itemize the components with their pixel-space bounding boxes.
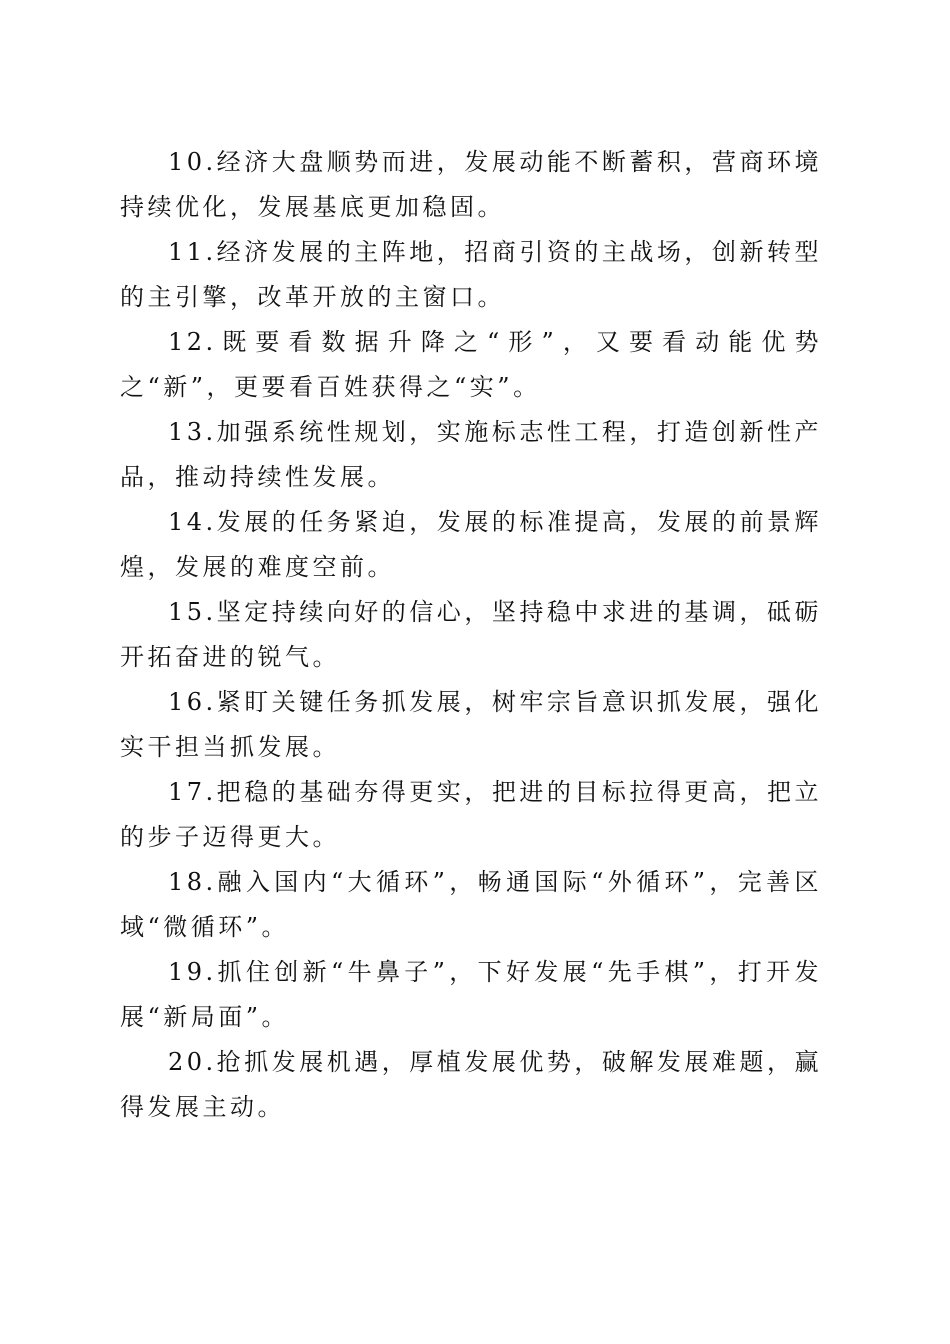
list-item-14: 14.发展的任务紧迫，发展的标准提高，发展的前景辉煌，发展的难度空前。 (120, 508, 822, 581)
list-item-18: 18.融入国内“大循环”，畅通国际“外循环”，完善区域“微循环”。 (120, 868, 822, 941)
list-item-19: 19.抓住创新“牛鼻子”，下好发展“先手棋”，打开发展“新局面”。 (120, 958, 822, 1031)
list-item-20: 20.抢抓发展机遇，厚植发展优势，破解发展难题，赢得发展主动。 (120, 1048, 822, 1121)
list-item-12: 12.既要看数据升降之“形”，又要看动能优势之“新”，更要看百姓获得之“实”。 (120, 328, 822, 401)
list-item-17: 17.把稳的基础夯得更实，把进的目标拉得更高，把立的步子迈得更大。 (120, 778, 822, 851)
list-item-11: 11.经济发展的主阵地，招商引资的主战场，创新转型的主引擎，改革开放的主窗口。 (120, 238, 822, 311)
list-item-13: 13.加强系统性规划，实施标志性工程，打造创新性产品，推动持续性发展。 (120, 418, 822, 491)
list-item-10: 10.经济大盘顺势而进，发展动能不断蓄积，营商环境持续优化，发展基底更加稳固。 (120, 148, 822, 221)
document-body (120, 140, 822, 1130)
list-item-15: 15.坚定持续向好的信心，坚持稳中求进的基调，砥砺开拓奋进的锐气。 (120, 598, 822, 671)
list-item-16: 16.紧盯关键任务抓发展，树牢宗旨意识抓发展，强化实干担当抓发展。 (120, 688, 822, 761)
